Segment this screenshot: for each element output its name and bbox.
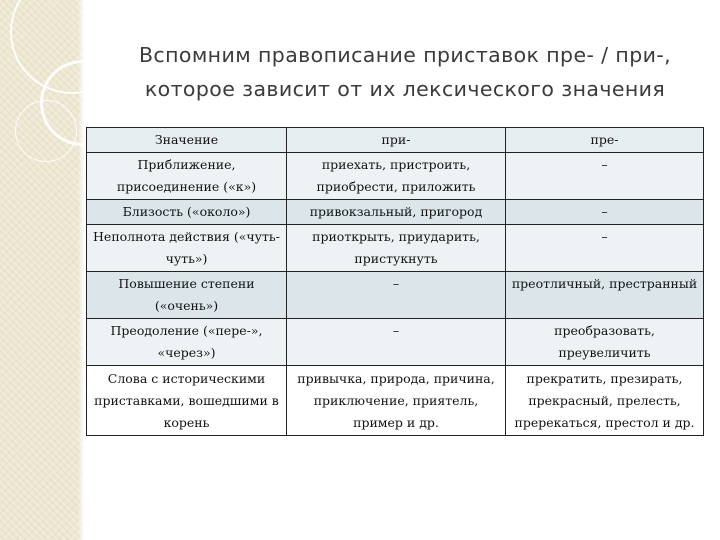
title-line-1: Вспомним правописание приставок пре- / при-, [138, 43, 672, 67]
table-row [87, 225, 704, 272]
title-line-2: которое зависит от их лексического значения [144, 77, 666, 101]
table-row [87, 200, 704, 225]
header-pre: пре- [506, 128, 704, 153]
prefix-rules-table [86, 127, 704, 436]
cell-meaning: Слова с историческими приставками, вошедшими в корень [87, 366, 287, 436]
cell-meaning: Неполнота действия («чуть-чуть») [87, 225, 287, 272]
cell-pre: – [506, 200, 704, 225]
cell-meaning: Повышение степени («очень») [87, 272, 287, 319]
cell-pre: преобразовать, преувеличить [506, 319, 704, 366]
cell-meaning: Преодоление («пере-», «через») [87, 319, 287, 366]
cell-pri: приехать, пристроить, приобрести, приложить [287, 153, 506, 200]
decorative-side-panel [0, 0, 84, 540]
header-pri: при- [287, 128, 506, 153]
cell-pri: – [287, 272, 506, 319]
table-row [87, 153, 704, 200]
cell-pri: приоткрыть, приударить, пристукнуть [287, 225, 506, 272]
cell-meaning: Близость («около») [87, 200, 287, 225]
decorative-ring [15, 100, 77, 162]
table-row [87, 366, 704, 436]
table-row [87, 319, 704, 366]
cell-pri: привычка, природа, причина, приключение, приятель, пример и др. [287, 366, 506, 436]
cell-meaning: Приближение, присоединение («к») [87, 153, 287, 200]
cell-pre: – [506, 225, 704, 272]
cell-pre: прекратить, презирать, прекрасный, прелесть, пререкаться, престол и др. [506, 366, 704, 436]
slide-title [100, 38, 710, 106]
table-header-row [87, 128, 704, 153]
header-meaning: Значение [87, 128, 287, 153]
cell-pri: – [287, 319, 506, 366]
table-row [87, 272, 704, 319]
cell-pre: – [506, 153, 704, 200]
cell-pre: преотличный, престранный [506, 272, 704, 319]
cell-pri: привокзальный, пригород [287, 200, 506, 225]
